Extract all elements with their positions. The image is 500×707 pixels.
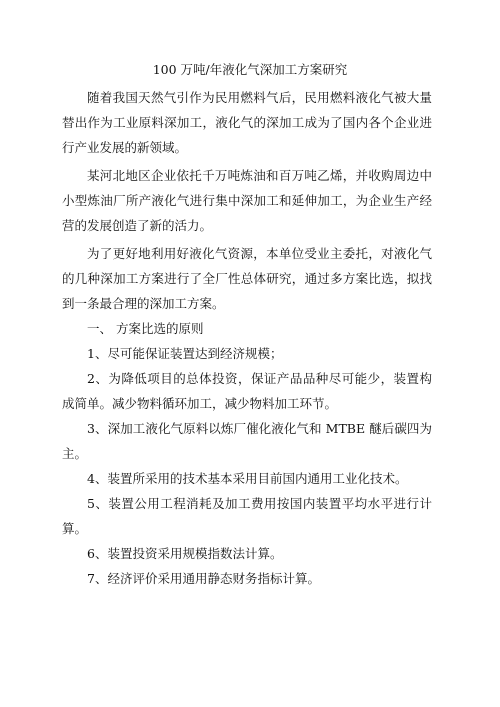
paragraph-company: 某河北地区企业依托千万吨炼油和百万吨乙烯，并收购周边中小型炼油厂所产液化气进行集中深加工和延伸加工，为企业生产经营的发展创造了新的活力。 (62, 168, 432, 233)
principle-item-5: 5、装置公用工程消耗及加工费用按国内装置平均水平进行计算。 (62, 496, 432, 536)
section-heading-principles: 一、 方案比选的原则 (87, 321, 204, 336)
principle-item-6: 6、装置投资采用规模指数法计算。 (87, 546, 283, 561)
paragraph-study: 为了更好地利用好液化气资源，本单位受业主委托，对液化气的几种深加工方案进行了全厂性总体研究，通过多方案比选，拟找到一条最合理的深加工方案。 (62, 246, 432, 311)
principle-item-2: 2、为降低项目的总体投资，保证产品品种尽可能少，装置构成简单。减少物料循环加工，减少物料加工环节。 (62, 371, 432, 411)
principle-item-3: 3、深加工液化气原料以炼厂催化液化气和 MTBE 醚后碳四为主。 (62, 421, 432, 461)
principle-item-1: 1、尽可能保证装置达到经济规模； (87, 346, 283, 361)
principle-item-7: 7、经济评价采用通用静态财务指标计算。 (87, 571, 320, 586)
paragraph-intro: 随着我国天然气引作为民用燃料气后，民用燃料液化气被大量替出作为工业原料深加工，液化气的深加工成为了国内各个企业进行产业发展的新领域。 (62, 90, 432, 155)
document-title: 100 万吨/年液化气深加工方案研究 (152, 62, 348, 77)
principle-item-4: 4、装置所采用的技术基本采用目前国内通用工业化技术。 (87, 471, 408, 486)
